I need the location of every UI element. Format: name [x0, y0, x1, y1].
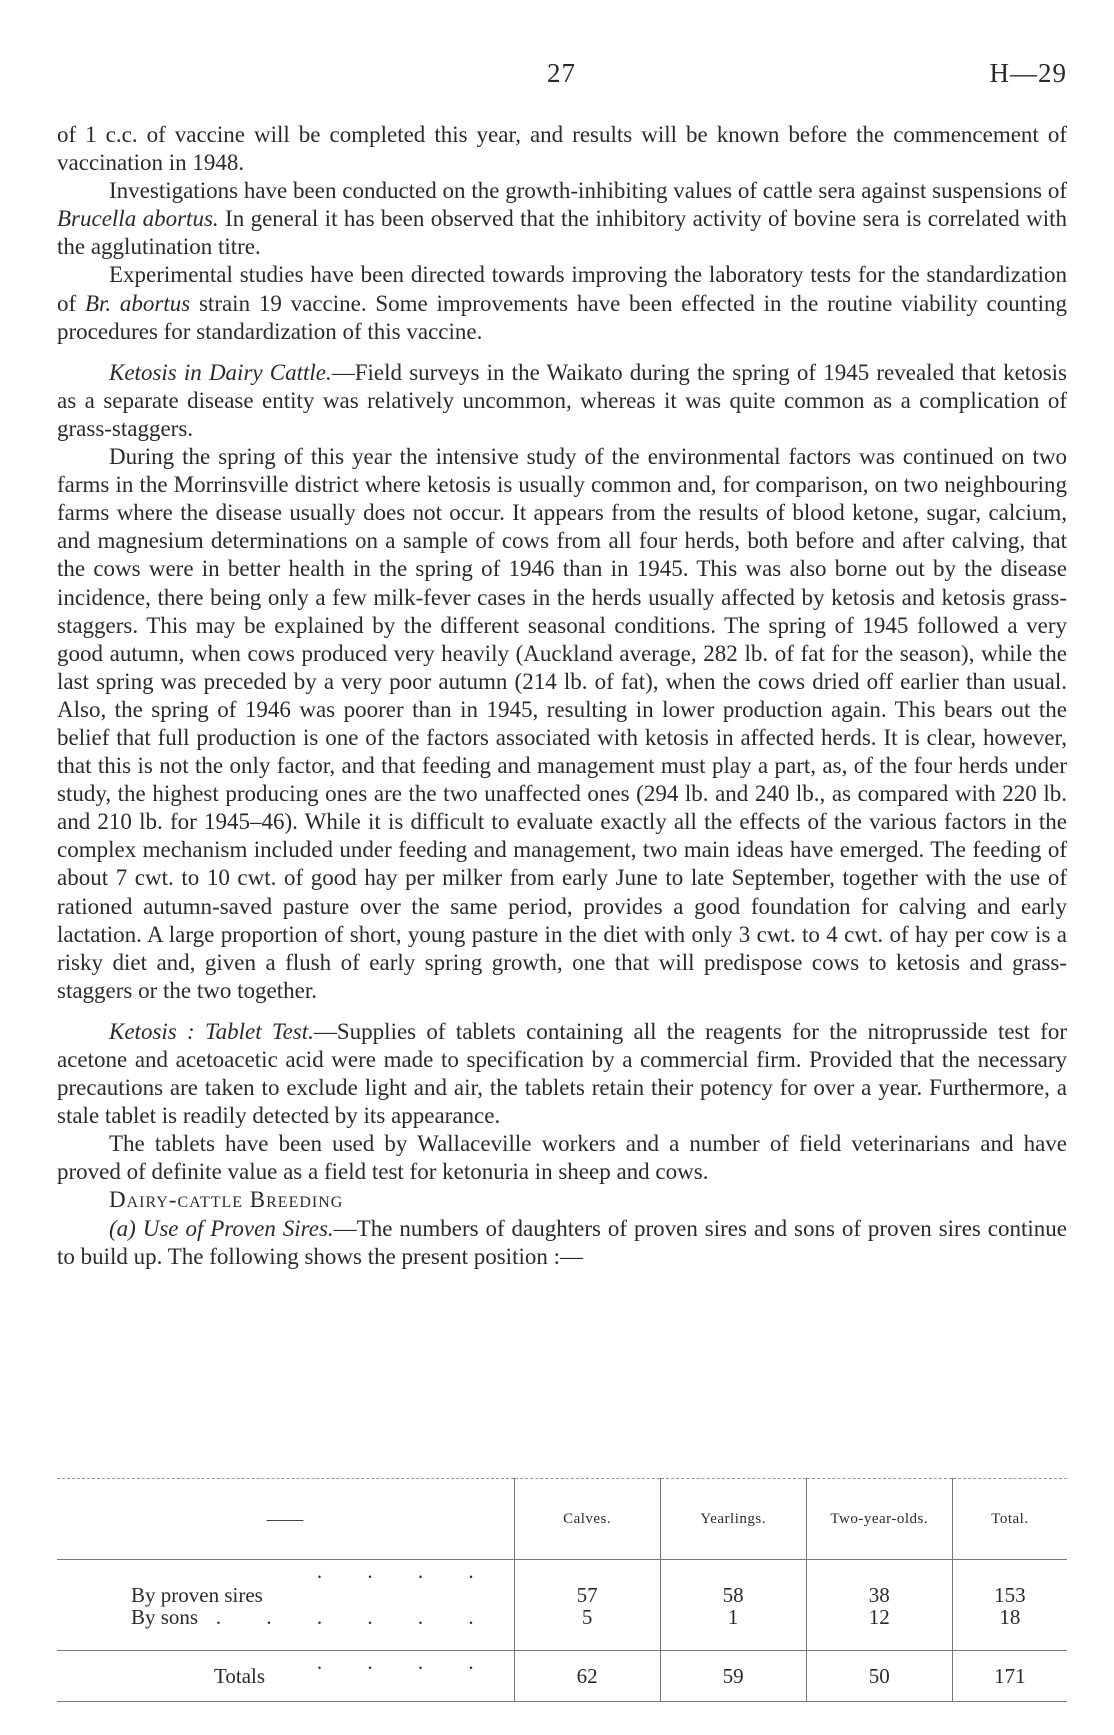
- totals-row: [57, 1651, 1067, 1702]
- document-reference: H—29: [989, 58, 1067, 88]
- cell-two-year-olds: 38: [806, 1560, 952, 1607]
- table-row: [57, 1606, 1067, 1628]
- grand-total: 171: [952, 1651, 1067, 1702]
- cell-total: 153: [952, 1560, 1067, 1607]
- paragraph-2: Investigations have been conducted on the growth-inhibiting values of cattle sera against suspensions of Brucella abortus. In general it has been observed that the inhibitory activity of bovine sera is correlated with the agglutination titre.: [57, 178, 1067, 260]
- leader-dots: . . . .: [316, 1559, 494, 1583]
- row-label: By sons: [131, 1605, 199, 1629]
- cell-yearlings: 1: [660, 1606, 806, 1628]
- row-label: By proven sires: [131, 1583, 263, 1607]
- table-row: [57, 1560, 1067, 1607]
- paragraph-tablets-use: The tablets have been used by Wallaceville workers and a number of field veterinarians and have proved of definite value as a field test for ketonuria in sheep and cows.: [57, 1131, 1067, 1185]
- leader-dots: . . . .: [316, 1650, 494, 1674]
- body-text: [57, 121, 1067, 1271]
- paragraph-proven-sires: (a) Use of Proven Sires.—The numbers of daughters of proven sires and sons of proven sires continue to build up. The following shows the present position :—: [57, 1215, 1067, 1269]
- subheading-ketosis: Ketosis in Dairy Cattle.: [109, 359, 332, 385]
- page-header: [57, 58, 1067, 98]
- italic-strain-name: Br. abortus: [84, 290, 191, 316]
- header-total: Total.: [952, 1479, 1067, 1560]
- paragraph-ketosis-study: During the spring of this year the intensive study of the environmental factors was continued on two farms in the Morrinsville district where ketosis is usually common and, for comparison, on two neighbouring farms where the disease usually does not occur. It appears from the results of blood ketone, sugar, calcium, and magnesium determinations on a sample of cows from all four herds, both before and after calving, that the cows were in better health in the spring of 1946 than in 1945. This was also borne out by the disease incidence, there being only a few milk-fever cases in the herds usually affected by ketosis and ketosis grass-staggers. This may be explained by the different seasonal conditions. The spring of 1945 followed a very good autumn, when cows produced very heavily (Auckland average, 282 lb. of fat for the season), while the last spring was preceded by a very poor autumn (214 lb. of fat), when the cows dried off earlier than usual. Also, the spring of 1946 was poorer than in 1945, resulting in lower production again. This bears out the belief that full production is one of the factors associated with ketosis in affected herds. It is clear, however, that this is not the only factor, and that feeding and management must play a part, as, of the four herds under study, the highest producing ones are the two unaffected ones (294 lb. and 240 lb., as compared with 220 lb. and 210 lb. for 1945–46). While it is difficult to evaluate exactly all the effects of the various factors in the complex mechanism included under feeding and management, two main ideas have emerged. The feeding of about 7 cwt. to 10 cwt. of good hay per milker from early June to late September, together with the use of rationed autumn-saved pasture over the same period, provides a good foundation for calving and early lactation. A large proportion of short, young pasture in the diet with only 3 cwt. to 4 cwt. of hay per cow is a risky diet and, given a flush of early spring growth, one that will predispose cows to ketosis and grass-staggers or the two together.: [57, 444, 1067, 1003]
- breeding-table: [57, 1478, 1067, 1702]
- header-blank: ——: [266, 1509, 304, 1529]
- section-heading: Dairy-cattle Breeding: [109, 1187, 344, 1213]
- header-two-year-olds: Two-year-olds.: [806, 1479, 952, 1560]
- paragraph-1: of 1 c.c. of vaccine will be completed this year, and results will be known before the commencement of vaccination in 1948.: [57, 122, 1067, 176]
- leader-dots: . . . . . .: [215, 1605, 494, 1629]
- total-two-year-olds: 50: [806, 1651, 952, 1702]
- subheading-proven-sires: (a) Use of Proven Sires.: [109, 1215, 334, 1241]
- cell-calves: 5: [514, 1606, 660, 1628]
- total-yearlings: 59: [660, 1651, 806, 1702]
- paragraph-ketosis-intro: Ketosis in Dairy Cattle.—Field surveys in the Waikato during the spring of 1945 revealed that ketosis as a separate disease entity was relatively uncommon, whereas it was quite common as a complication of grass-staggers.: [57, 359, 1067, 441]
- paragraph-tablet-test: Ketosis : Tablet Test.—Supplies of tablets containing all the reagents for the nitroprusside test for acetone and acetoacetic acid were made to specification by a commercial firm. Provided that the necessary precautions are taken to exclude light and air, the tablets retain their potency for over a year. Furthermore, a stale tablet is readily detected by its appearance.: [57, 1018, 1067, 1129]
- cell-yearlings: 58: [660, 1560, 806, 1607]
- table-header-row: [57, 1479, 1067, 1560]
- cell-calves: 57: [514, 1560, 660, 1607]
- page-number: 27: [547, 58, 576, 88]
- cell-total: 18: [952, 1606, 1067, 1628]
- cell-two-year-olds: 12: [806, 1606, 952, 1628]
- total-calves: 62: [514, 1651, 660, 1702]
- totals-label: Totals: [214, 1664, 266, 1688]
- header-calves: Calves.: [514, 1479, 660, 1560]
- subheading-tablet-test: Ketosis : Tablet Test.: [109, 1018, 314, 1044]
- italic-species-name: Brucella abortus.: [57, 206, 219, 232]
- header-yearlings: Yearlings.: [660, 1479, 806, 1560]
- paragraph-3: Experimental studies have been directed towards improving the laboratory tests for the standardization of Br. abortus strain 19 vaccine. Some improvements have been effected in the routine viability counting procedures for standardization of this vaccine.: [57, 262, 1067, 344]
